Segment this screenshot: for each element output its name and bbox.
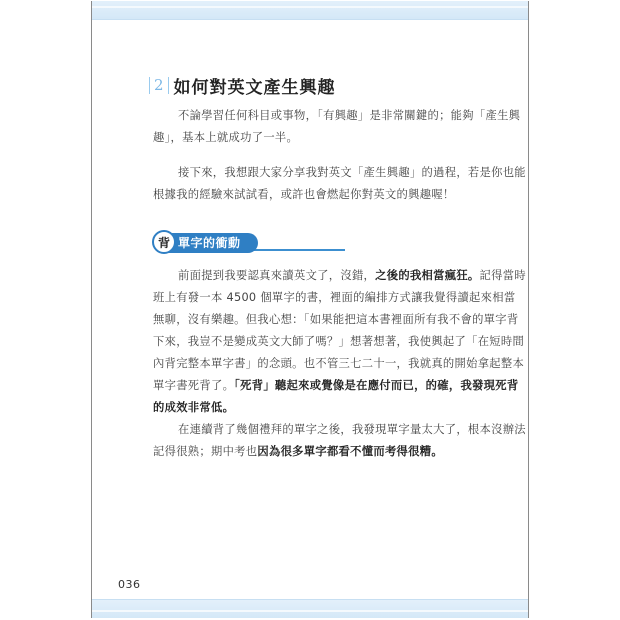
body-paragraph-1 bbox=[153, 265, 527, 419]
subsection-header bbox=[152, 230, 352, 256]
book-page bbox=[91, 1, 529, 618]
body-p1-text-c: 記得當時班上有發一本 4500 個單字的書，裡面的編排方式讓我覺得讀起來相當無聊，沒有樂趣。但我心想：「如果能把這本書裡面所有我不會的單字背下來，我豈不是變成英文大師了嗎？」想著想著，我使興起了「在短時間內背完整本單字書」的念頭。也不管三七二十一，我就真的開始拿起整本單字書死背了。 bbox=[153, 269, 526, 392]
intro-paragraph-1: 不論學習任何科目或事物，「有興趣」是非常關鍵的；能夠「產生興趣」，基本上就成功了一半。 bbox=[153, 109, 521, 144]
subsection-badge: 背 bbox=[152, 230, 176, 254]
body-p1-bold-b: 之後的我相當瘋狂。 bbox=[375, 269, 480, 282]
heading-number: 2 bbox=[149, 77, 169, 94]
heading-title: 如何對英文產生興趣 bbox=[173, 78, 336, 98]
body-p1-text-a: 前面提到我要認真來讀英文了，沒錯， bbox=[178, 269, 376, 282]
section-heading bbox=[149, 73, 336, 98]
body-p2-text-a: 在連續背了幾個禮拜的單字之後，我發現單字量太大了，根本沒辦法記得很熟；期中考也 bbox=[153, 423, 526, 458]
bottom-decorative-band bbox=[92, 599, 528, 618]
subsection-label: 單字的衝動 bbox=[178, 236, 241, 250]
body-p2-bold-b: 因為很多單字都看不懂而考得很糟。 bbox=[257, 445, 443, 458]
page-number: 036 bbox=[118, 578, 141, 591]
body-paragraph-2 bbox=[153, 419, 527, 463]
top-decorative-band bbox=[92, 1, 528, 20]
intro-paragraph-2: 接下來，我想跟大家分享我對英文「產生興趣」的過程，若是你也能根據我的經驗來試試看，或許也會燃起你對英文的興趣喔！ bbox=[153, 166, 526, 201]
body-p1-bold-d: 「死背」聽起來或覺像是在應付而已，的確，我發現死背的成效非常低。 bbox=[153, 379, 519, 414]
